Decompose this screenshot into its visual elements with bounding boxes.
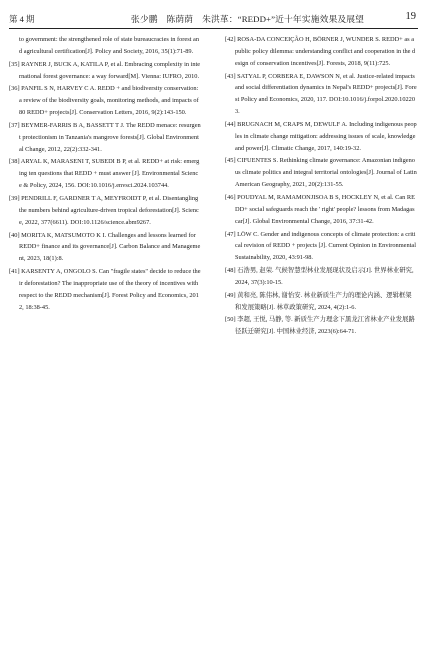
reference-entry: [44] BRUGNACH M, CRAPS M, DEWULF A. Including indigenous peoples in climate change mitigation: addressing issues of scale, knowledge and power[J]. Climatic Change, 2017, 140:19-32.	[225, 120, 417, 152]
reference-entry: [45] CIFUENTES S. Rethinking climate governance: Amazonian indigenous climate politics and integral territorial ontologies[J]. Journal of Latin American Geography, 2021, 20(2):131-55.	[225, 157, 417, 189]
reference-entry: [36] PANFIL S N, HARVEY C A. REDD + and biodiversity conservation: a review of the biodiversity goals, monitoring methods, and impacts of 80 REDD+ projects[J]. Conservation Letters, 2016, 9(2):143-150.	[9, 85, 199, 117]
reference-column-left	[9, 34, 201, 314]
reference-entry: [46] POUDYAL M, RAMAMONJISOA B S, HOCKLEY N, et al. Can REDD+ social safeguards reach the ' right' people? lessons from Madagascar[J]. Global Environmental Change, 2016, 37:31-42.	[225, 193, 416, 225]
reference-entry: [47] LÖW C. Gender and indigenous concepts of climate protection: a critical revision of REDD + projects [J]. Current Opinion in Environmental Sustainability, 2020, 43:91-98.	[225, 230, 416, 262]
reference-entry: [50] 李超, 王悦, 马静, 等. 新质生产力理念下黑龙江省林业产业发展路径跃迁研究[J]. 中国林业经济, 2023(6):64-71.	[225, 316, 415, 336]
running-title: 张少鹏 陈荫荫 朱洪革：“REDD+”近十年实施效果及展望	[130, 14, 365, 24]
reference-entry: to government: the strengthened role of state bureaucracies in forest and agricultural certification[J]. Policy and Society, 2016, 35(1):71-89.	[19, 36, 200, 55]
reference-entry: [40] MORITA K, MATSUMOTO K I. Challenges and lessons learned for REDD+ finance and its governance[J]. Carbon Balance and Management, 2023, 18(1):8.	[9, 231, 201, 263]
reference-entry: [43] SATYAL P, CORBERA E, DAWSON N, et al. Justice-related impacts and social differentiation dynamics in Nepal's REDD+ projects[J]. Forest Policy and Economics, 2020, 117. DOI:10.1016/j.forpol.2020.102203.	[225, 72, 417, 116]
page-number: 19	[405, 11, 416, 22]
reference-entry: [37] BEYMER-FARRIS B A, BASSETT T J. The REDD menace: resurgent protectionism in Tanzania's mangrove forests[J]. Global Environmental Change, 2012, 22(2):332-341.	[9, 121, 201, 153]
reference-column-right	[225, 34, 417, 339]
page-header	[9, 8, 418, 29]
reference-entry: [42] ROSA-DA CONCEIÇÃO H, BÖRNER J, WUNDER S. REDD+ as a public policy dilemma: understanding conflict and cooperation in the design of conservation incentives[J]. Forests, 2018, 9(11):725.	[225, 36, 416, 67]
reference-entry: [48] 石浩男, 赵荣. 气候智慧型林业发展现状及启示[J]. 世界林业研究, 2024, 37(3):10-15.	[225, 267, 414, 286]
reference-entry: [49] 黄和亮, 陈伟林, 谢怡安. 林业新质生产力的理论内涵、逻辑框架和发展策略[J]. 林草政策研究, 2024, 4(2):1-6.	[225, 291, 412, 311]
reference-entry: [35] RAYNER J, BUCK A, KATILA P, et al. Embracing complexity in international forest governance: a way forward[M]. Vienna: IUFRO, 2010.	[9, 60, 201, 80]
reference-entry: [41] KARSENTY A, ONGOLO S. Can "fragile states" decide to reduce their deforestation? The inappropriate use of the theory of incentives with respect to the REDD mechanism[J]. Forest Policy and Economics, 2012, 18:38-45.	[9, 268, 201, 311]
reference-entry: [38] ARYAL K, MARASENI T, SUBEDI B P, et al. REDD+ at risk: emerging ten questions that REDD + must answer [J]. Environmental Science & Policy, 2024, 156. DOI:10.1016/j.envsci.2024.103744.	[9, 158, 200, 190]
reference-entry: [39] PENDRILL F, GARDNER T A, MEYFROIDT P, et al. Disentangling the numbers behind agriculture-driven tropical deforestation[J]. Science, 2022, 377(6611). DOI:10.1126/science.abm9267.	[9, 194, 199, 226]
issue-number: 第 4 期	[9, 14, 35, 24]
